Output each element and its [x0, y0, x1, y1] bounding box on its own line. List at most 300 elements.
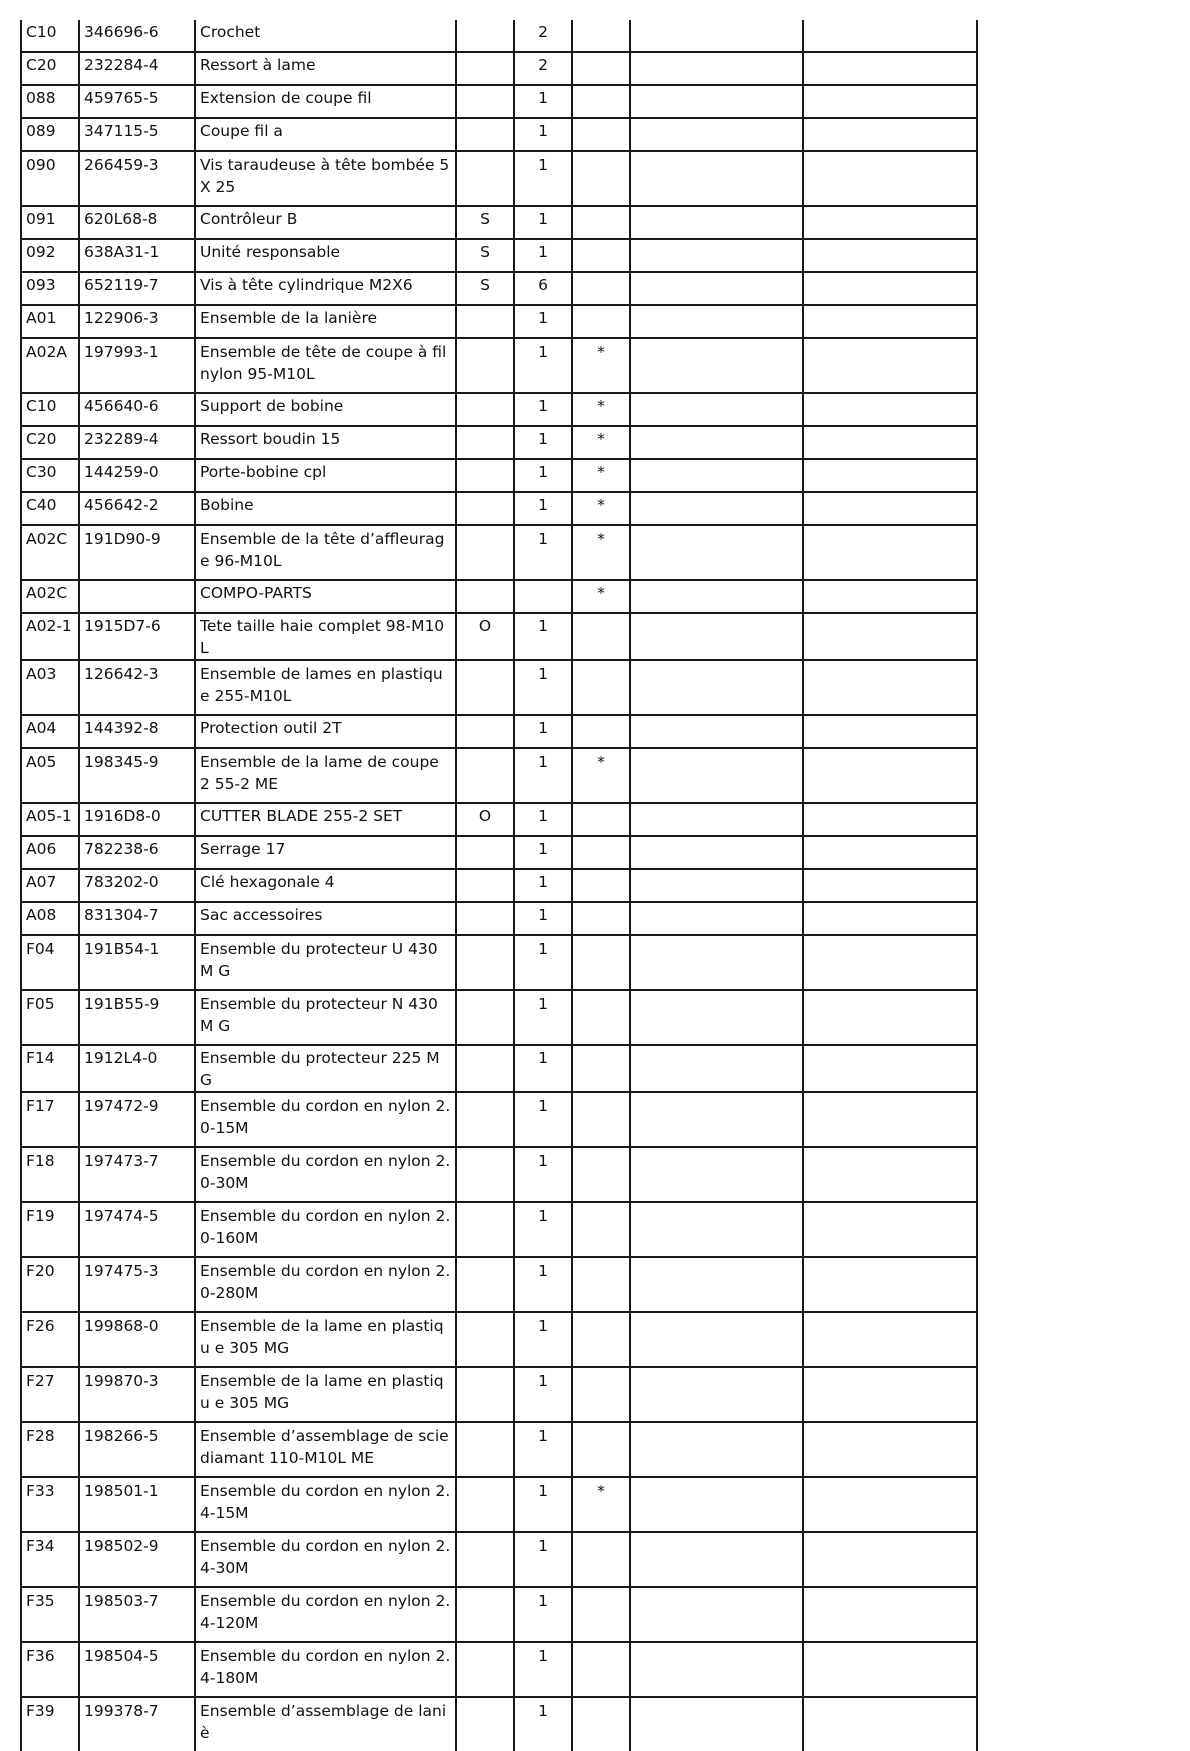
mark-cell: *	[572, 459, 630, 492]
empty-cell	[630, 85, 803, 118]
part-number-cell: 347115-5	[79, 118, 195, 151]
table-row	[21, 1697, 977, 1751]
table-row	[21, 902, 977, 935]
description-cell: Ensemble du cordon en nylon 2. 0-160M	[195, 1202, 456, 1257]
quantity-cell	[514, 580, 572, 613]
description-cell: Ensemble du cordon en nylon 2. 4-30M	[195, 1532, 456, 1587]
table-row	[21, 1642, 977, 1697]
empty-cell	[630, 1045, 803, 1092]
mark-cell	[572, 1422, 630, 1477]
empty-cell	[803, 1587, 977, 1642]
note-cell	[456, 748, 514, 803]
note-cell	[456, 492, 514, 525]
quantity-cell: 1	[514, 803, 572, 836]
description-cell: Ensemble du cordon en nylon 2. 4-180M	[195, 1642, 456, 1697]
table-row	[21, 1147, 977, 1202]
empty-cell	[630, 580, 803, 613]
quantity-cell: 1	[514, 459, 572, 492]
table-row	[21, 1477, 977, 1532]
description-cell: CUTTER BLADE 255-2 SET	[195, 803, 456, 836]
empty-cell	[803, 1367, 977, 1422]
mark-cell	[572, 902, 630, 935]
note-cell	[456, 525, 514, 580]
note-cell	[456, 151, 514, 206]
empty-cell	[803, 239, 977, 272]
empty-cell	[630, 1312, 803, 1367]
ref-number-cell: 093	[21, 272, 79, 305]
empty-cell	[803, 426, 977, 459]
description-cell: Clé hexagonale 4	[195, 869, 456, 902]
table-row	[21, 1367, 977, 1422]
table-row	[21, 1312, 977, 1367]
mark-cell	[572, 52, 630, 85]
parts-list-sheet	[20, 20, 978, 1751]
quantity-cell: 1	[514, 1147, 572, 1202]
empty-cell	[630, 836, 803, 869]
quantity-cell: 1	[514, 85, 572, 118]
note-cell	[456, 1202, 514, 1257]
quantity-cell: 6	[514, 272, 572, 305]
table-row	[21, 748, 977, 803]
mark-cell	[572, 803, 630, 836]
mark-cell	[572, 1312, 630, 1367]
mark-cell	[572, 1257, 630, 1312]
description-cell: Ressort à lame	[195, 52, 456, 85]
table-row	[21, 338, 977, 393]
table-row	[21, 272, 977, 305]
ref-number-cell: F36	[21, 1642, 79, 1697]
note-cell	[456, 1422, 514, 1477]
empty-cell	[630, 715, 803, 748]
quantity-cell: 1	[514, 613, 572, 660]
mark-cell	[572, 1147, 630, 1202]
description-cell: Ensemble de tête de coupe à fil nylon 95-M10L	[195, 338, 456, 393]
part-number-cell: 266459-3	[79, 151, 195, 206]
empty-cell	[803, 85, 977, 118]
empty-cell	[803, 1257, 977, 1312]
empty-cell	[803, 459, 977, 492]
quantity-cell: 1	[514, 525, 572, 580]
note-cell: S	[456, 239, 514, 272]
empty-cell	[630, 748, 803, 803]
ref-number-cell: F33	[21, 1477, 79, 1532]
empty-cell	[803, 525, 977, 580]
ref-number-cell: C30	[21, 459, 79, 492]
description-cell: Extension de coupe fil	[195, 85, 456, 118]
empty-cell	[630, 525, 803, 580]
description-cell: Coupe fil a	[195, 118, 456, 151]
part-number-cell: 620L68-8	[79, 206, 195, 239]
mark-cell	[572, 613, 630, 660]
ref-number-cell: 092	[21, 239, 79, 272]
empty-cell	[630, 338, 803, 393]
empty-cell	[630, 206, 803, 239]
description-cell: COMPO-PARTS	[195, 580, 456, 613]
ref-number-cell: A02C	[21, 580, 79, 613]
empty-cell	[803, 902, 977, 935]
quantity-cell: 1	[514, 869, 572, 902]
note-cell	[456, 1697, 514, 1751]
ref-number-cell: A06	[21, 836, 79, 869]
description-cell: Tete taille haie complet 98-M10L	[195, 613, 456, 660]
table-row	[21, 869, 977, 902]
table-row	[21, 1045, 977, 1092]
note-cell	[456, 935, 514, 990]
ref-number-cell: F34	[21, 1532, 79, 1587]
quantity-cell: 1	[514, 1367, 572, 1422]
ref-number-cell: A05-1	[21, 803, 79, 836]
note-cell	[456, 1312, 514, 1367]
table-row	[21, 459, 977, 492]
quantity-cell: 1	[514, 151, 572, 206]
note-cell	[456, 85, 514, 118]
empty-cell	[803, 118, 977, 151]
description-cell: Ensemble du cordon en nylon 2. 0-30M	[195, 1147, 456, 1202]
mark-cell: *	[572, 1477, 630, 1532]
ref-number-cell: F20	[21, 1257, 79, 1312]
table-row	[21, 836, 977, 869]
empty-cell	[630, 1147, 803, 1202]
description-cell: Vis à tête cylindrique M2X6	[195, 272, 456, 305]
table-row	[21, 20, 977, 52]
quantity-cell: 1	[514, 206, 572, 239]
part-number-cell: 144259-0	[79, 459, 195, 492]
note-cell: O	[456, 613, 514, 660]
mark-cell: *	[572, 338, 630, 393]
empty-cell	[630, 118, 803, 151]
part-number-cell: 232289-4	[79, 426, 195, 459]
quantity-cell: 1	[514, 393, 572, 426]
mark-cell	[572, 118, 630, 151]
note-cell	[456, 338, 514, 393]
ref-number-cell: 089	[21, 118, 79, 151]
quantity-cell: 1	[514, 1697, 572, 1751]
note-cell	[456, 1367, 514, 1422]
description-cell: Ensemble du cordon en nylon 2. 4-120M	[195, 1587, 456, 1642]
description-cell: Ensemble d’assemblage de scie diamant 110-M10L ME	[195, 1422, 456, 1477]
part-number-cell: 198345-9	[79, 748, 195, 803]
mark-cell	[572, 1367, 630, 1422]
part-number-cell: 197472-9	[79, 1092, 195, 1147]
note-cell: S	[456, 206, 514, 239]
empty-cell	[803, 869, 977, 902]
empty-cell	[803, 748, 977, 803]
empty-cell	[630, 492, 803, 525]
note-cell	[456, 990, 514, 1045]
quantity-cell: 1	[514, 492, 572, 525]
part-number-cell: 198501-1	[79, 1477, 195, 1532]
empty-cell	[630, 1092, 803, 1147]
parts-table-body	[21, 20, 977, 1751]
part-number-cell: 346696-6	[79, 20, 195, 52]
empty-cell	[803, 580, 977, 613]
ref-number-cell: A02C	[21, 525, 79, 580]
quantity-cell: 1	[514, 715, 572, 748]
note-cell	[456, 305, 514, 338]
mark-cell	[572, 869, 630, 902]
description-cell: Vis taraudeuse à tête bombée 5X 25	[195, 151, 456, 206]
mark-cell	[572, 1202, 630, 1257]
mark-cell	[572, 1532, 630, 1587]
note-cell	[456, 715, 514, 748]
empty-cell	[803, 715, 977, 748]
quantity-cell: 1	[514, 118, 572, 151]
empty-cell	[630, 1697, 803, 1751]
description-cell: Ensemble de la tête d’affleurage 96-M10L	[195, 525, 456, 580]
description-cell: Serrage 17	[195, 836, 456, 869]
empty-cell	[630, 1367, 803, 1422]
part-number-cell: 126642-3	[79, 660, 195, 715]
quantity-cell: 1	[514, 338, 572, 393]
empty-cell	[803, 20, 977, 52]
table-row	[21, 1532, 977, 1587]
part-number-cell: 199870-3	[79, 1367, 195, 1422]
ref-number-cell: C10	[21, 393, 79, 426]
table-row	[21, 1257, 977, 1312]
mark-cell: *	[572, 426, 630, 459]
empty-cell	[630, 305, 803, 338]
empty-cell	[803, 613, 977, 660]
ref-number-cell: F18	[21, 1147, 79, 1202]
empty-cell	[630, 52, 803, 85]
mark-cell: *	[572, 580, 630, 613]
empty-cell	[630, 426, 803, 459]
description-cell: Sac accessoires	[195, 902, 456, 935]
mark-cell	[572, 272, 630, 305]
empty-cell	[803, 990, 977, 1045]
ref-number-cell: C10	[21, 20, 79, 52]
empty-cell	[803, 305, 977, 338]
empty-cell	[803, 1532, 977, 1587]
table-row	[21, 613, 977, 660]
quantity-cell: 1	[514, 426, 572, 459]
description-cell: Ressort boudin 15	[195, 426, 456, 459]
mark-cell	[572, 20, 630, 52]
part-number-cell: 783202-0	[79, 869, 195, 902]
description-cell: Ensemble de la lanière	[195, 305, 456, 338]
description-cell: Ensemble du cordon en nylon 2. 0-280M	[195, 1257, 456, 1312]
ref-number-cell: A02-1	[21, 613, 79, 660]
empty-cell	[803, 1422, 977, 1477]
part-number-cell: 191B55-9	[79, 990, 195, 1045]
quantity-cell: 1	[514, 748, 572, 803]
part-number-cell: 456642-2	[79, 492, 195, 525]
quantity-cell: 1	[514, 935, 572, 990]
empty-cell	[630, 1422, 803, 1477]
quantity-cell: 1	[514, 990, 572, 1045]
note-cell	[456, 426, 514, 459]
note-cell	[456, 1257, 514, 1312]
quantity-cell: 2	[514, 20, 572, 52]
mark-cell: *	[572, 393, 630, 426]
empty-cell	[803, 1045, 977, 1092]
note-cell	[456, 902, 514, 935]
quantity-cell: 1	[514, 1257, 572, 1312]
mark-cell	[572, 715, 630, 748]
empty-cell	[803, 1642, 977, 1697]
mark-cell	[572, 151, 630, 206]
empty-cell	[803, 338, 977, 393]
mark-cell	[572, 1587, 630, 1642]
ref-number-cell: C40	[21, 492, 79, 525]
mark-cell	[572, 836, 630, 869]
part-number-cell: 831304-7	[79, 902, 195, 935]
description-cell: Ensemble du protecteur 225 MG	[195, 1045, 456, 1092]
table-row	[21, 426, 977, 459]
table-row	[21, 1092, 977, 1147]
empty-cell	[630, 272, 803, 305]
ref-number-cell: F28	[21, 1422, 79, 1477]
empty-cell	[803, 660, 977, 715]
table-row	[21, 525, 977, 580]
empty-cell	[630, 869, 803, 902]
table-row	[21, 151, 977, 206]
description-cell: Contrôleur B	[195, 206, 456, 239]
mark-cell	[572, 206, 630, 239]
mark-cell	[572, 660, 630, 715]
ref-number-cell: A08	[21, 902, 79, 935]
note-cell	[456, 1147, 514, 1202]
table-row	[21, 239, 977, 272]
empty-cell	[803, 1202, 977, 1257]
ref-number-cell: F05	[21, 990, 79, 1045]
part-number-cell: 1912L4-0	[79, 1045, 195, 1092]
empty-cell	[630, 1587, 803, 1642]
empty-cell	[630, 1257, 803, 1312]
parts-table	[20, 20, 978, 1751]
ref-number-cell: 088	[21, 85, 79, 118]
description-cell: Ensemble de la lame en plastiqu e 305 MG	[195, 1312, 456, 1367]
table-row	[21, 1587, 977, 1642]
table-row	[21, 990, 977, 1045]
empty-cell	[630, 1477, 803, 1532]
quantity-cell: 1	[514, 1422, 572, 1477]
empty-cell	[803, 935, 977, 990]
note-cell: O	[456, 803, 514, 836]
part-number-cell: 198266-5	[79, 1422, 195, 1477]
mark-cell	[572, 305, 630, 338]
note-cell	[456, 118, 514, 151]
note-cell	[456, 1532, 514, 1587]
mark-cell	[572, 935, 630, 990]
empty-cell	[630, 1202, 803, 1257]
empty-cell	[630, 459, 803, 492]
part-number-cell: 198503-7	[79, 1587, 195, 1642]
table-row	[21, 305, 977, 338]
quantity-cell: 1	[514, 305, 572, 338]
ref-number-cell: F35	[21, 1587, 79, 1642]
note-cell	[456, 1045, 514, 1092]
part-number-cell: 199868-0	[79, 1312, 195, 1367]
description-cell: Unité responsable	[195, 239, 456, 272]
description-cell: Ensemble de la lame de coupe 2 55-2 ME	[195, 748, 456, 803]
empty-cell	[803, 1312, 977, 1367]
table-row	[21, 660, 977, 715]
description-cell: Ensemble d’assemblage de laniè	[195, 1697, 456, 1751]
note-cell	[456, 836, 514, 869]
note-cell	[456, 1477, 514, 1532]
ref-number-cell: A07	[21, 869, 79, 902]
description-cell: Crochet	[195, 20, 456, 52]
part-number-cell: 199378-7	[79, 1697, 195, 1751]
description-cell: Ensemble du cordon en nylon 2. 4-15M	[195, 1477, 456, 1532]
part-number-cell: 197474-5	[79, 1202, 195, 1257]
ref-number-cell: F39	[21, 1697, 79, 1751]
quantity-cell: 1	[514, 239, 572, 272]
table-row	[21, 85, 977, 118]
description-cell: Porte-bobine cpl	[195, 459, 456, 492]
empty-cell	[630, 1532, 803, 1587]
ref-number-cell: A01	[21, 305, 79, 338]
mark-cell	[572, 990, 630, 1045]
note-cell: S	[456, 272, 514, 305]
table-row	[21, 935, 977, 990]
ref-number-cell: A05	[21, 748, 79, 803]
empty-cell	[630, 935, 803, 990]
part-number-cell: 456640-6	[79, 393, 195, 426]
part-number-cell: 197993-1	[79, 338, 195, 393]
description-cell: Ensemble de lames en plastique 255-M10L	[195, 660, 456, 715]
empty-cell	[630, 20, 803, 52]
empty-cell	[803, 272, 977, 305]
empty-cell	[803, 1147, 977, 1202]
ref-number-cell: A02A	[21, 338, 79, 393]
table-row	[21, 1202, 977, 1257]
note-cell	[456, 660, 514, 715]
part-number-cell: 782238-6	[79, 836, 195, 869]
note-cell	[456, 1092, 514, 1147]
ref-number-cell: F17	[21, 1092, 79, 1147]
part-number-cell: 191D90-9	[79, 525, 195, 580]
table-row	[21, 393, 977, 426]
table-row	[21, 206, 977, 239]
quantity-cell: 1	[514, 1477, 572, 1532]
ref-number-cell: F26	[21, 1312, 79, 1367]
quantity-cell: 1	[514, 1202, 572, 1257]
note-cell	[456, 20, 514, 52]
ref-number-cell: 090	[21, 151, 79, 206]
part-number-cell: 638A31-1	[79, 239, 195, 272]
quantity-cell: 2	[514, 52, 572, 85]
mark-cell	[572, 239, 630, 272]
quantity-cell: 1	[514, 902, 572, 935]
part-number-cell: 1916D8-0	[79, 803, 195, 836]
ref-number-cell: A03	[21, 660, 79, 715]
ref-number-cell: C20	[21, 426, 79, 459]
description-cell: Ensemble du protecteur N 430 M G	[195, 990, 456, 1045]
empty-cell	[630, 239, 803, 272]
empty-cell	[630, 613, 803, 660]
part-number-cell: 191B54-1	[79, 935, 195, 990]
mark-cell	[572, 1092, 630, 1147]
part-number-cell: 122906-3	[79, 305, 195, 338]
part-number-cell: 1915D7-6	[79, 613, 195, 660]
part-number-cell: 232284-4	[79, 52, 195, 85]
note-cell	[456, 580, 514, 613]
description-cell: Ensemble du cordon en nylon 2. 0-15M	[195, 1092, 456, 1147]
table-row	[21, 580, 977, 613]
ref-number-cell: A04	[21, 715, 79, 748]
description-cell: Support de bobine	[195, 393, 456, 426]
quantity-cell: 1	[514, 1045, 572, 1092]
quantity-cell: 1	[514, 1642, 572, 1697]
quantity-cell: 1	[514, 1312, 572, 1367]
ref-number-cell: F04	[21, 935, 79, 990]
part-number-cell: 652119-7	[79, 272, 195, 305]
empty-cell	[630, 902, 803, 935]
empty-cell	[803, 393, 977, 426]
mark-cell	[572, 1045, 630, 1092]
